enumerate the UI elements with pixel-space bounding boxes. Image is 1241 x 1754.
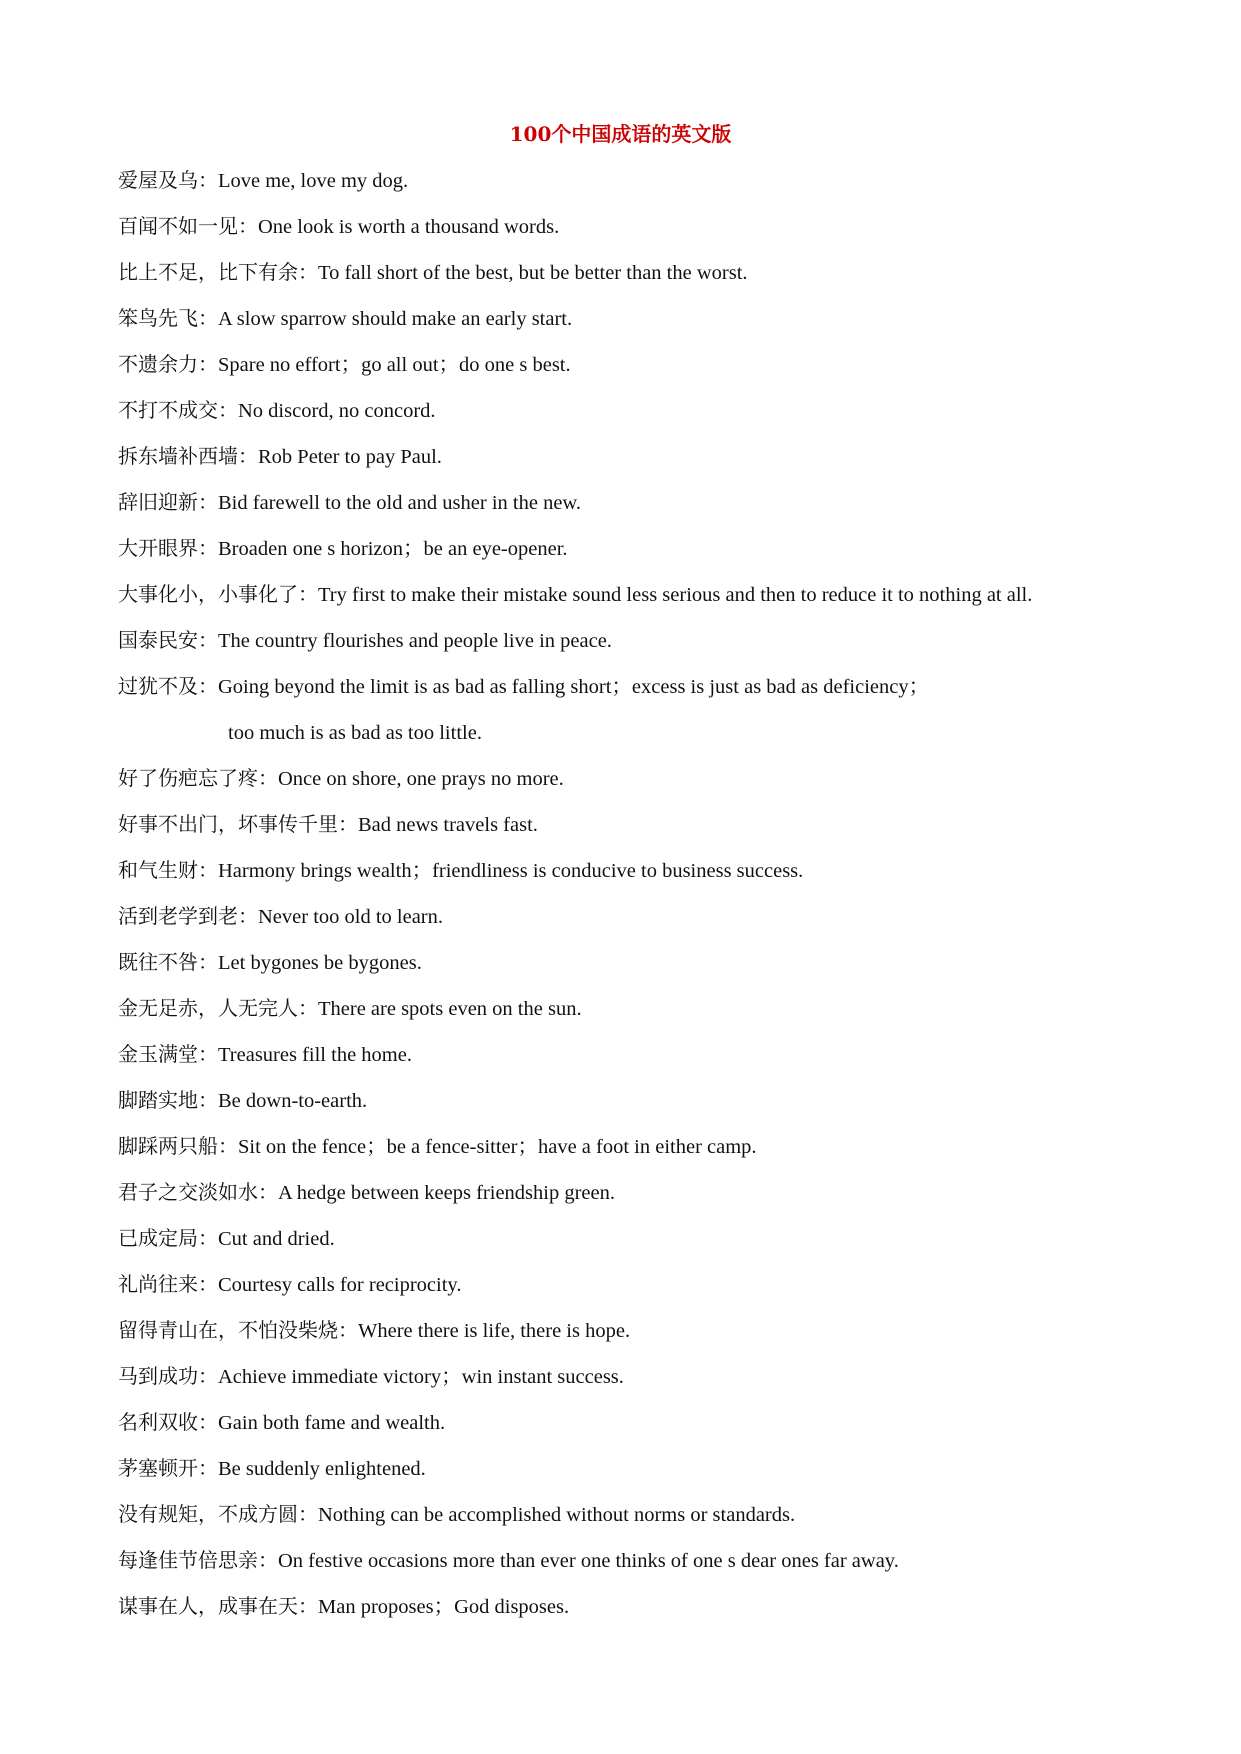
idiom-entry [118, 1592, 1218, 1638]
idiom-chinese: 活到老学到老： [118, 904, 258, 928]
idiom-entry [118, 580, 1218, 626]
idiom-translation: Broaden one s horizon；be an eye-opener. [218, 538, 568, 560]
idiom-translation: Man proposes；God disposes. [318, 1596, 570, 1618]
idiom-entry [118, 534, 1218, 580]
idiom-translation: Once on shore, one prays no more. [278, 768, 564, 790]
idiom-entry [118, 672, 1218, 764]
idiom-chinese: 谋事在人，成事在天： [118, 1594, 318, 1618]
idiom-entry [118, 350, 1218, 396]
idiom-chinese: 没有规矩，不成方圆： [118, 1502, 318, 1526]
idiom-chinese: 比上不足，比下有余： [118, 260, 318, 284]
idiom-translation: The country flourishes and people live in peace. [218, 630, 612, 652]
idiom-chinese: 百闻不如一见： [118, 214, 258, 238]
idiom-entry [118, 810, 1218, 856]
idiom-translation: Courtesy calls for reciprocity. [218, 1274, 462, 1296]
idiom-entry [118, 902, 1218, 948]
idiom-entry [118, 396, 1218, 442]
idiom-entry [118, 1454, 1218, 1500]
idiom-entry [118, 1040, 1218, 1086]
idiom-chinese: 爱屋及乌： [118, 168, 218, 192]
idiom-translation: There are spots even on the sun. [318, 998, 582, 1020]
idiom-chinese: 礼尚往来： [118, 1272, 218, 1296]
idiom-entry [118, 1270, 1218, 1316]
idiom-entry [118, 1224, 1218, 1270]
idiom-entry [118, 258, 1218, 304]
idiom-entry [118, 626, 1218, 672]
idiom-chinese: 既往不咎： [118, 950, 218, 974]
idiom-entry [118, 442, 1218, 488]
idiom-chinese: 已成定局： [118, 1226, 218, 1250]
idiom-chinese: 拆东墙补西墙： [118, 444, 258, 468]
idiom-chinese: 留得青山在，不怕没柴烧： [118, 1318, 358, 1342]
idiom-translation: Let bygones be bygones. [218, 952, 422, 974]
idiom-chinese: 马到成功： [118, 1364, 218, 1388]
idiom-translation: Harmony brings wealth；friendliness is conducive to business success. [218, 860, 804, 882]
idiom-chinese: 不遗余力： [118, 352, 218, 376]
idiom-translation: To fall short of the best, but be better than the worst. [318, 262, 748, 284]
idiom-list [118, 166, 1218, 1638]
idiom-translation: Rob Peter to pay Paul. [258, 446, 442, 468]
idiom-translation: Going beyond the limit is as bad as falling short；excess is just as bad as deficiency； [218, 676, 930, 698]
idiom-translation: A slow sparrow should make an early start. [218, 308, 573, 330]
idiom-entry [118, 1546, 1218, 1592]
idiom-translation: Cut and dried. [218, 1228, 335, 1250]
idiom-chinese: 过犹不及： [118, 674, 218, 698]
idiom-translation: Be suddenly enlightened. [218, 1458, 426, 1480]
idiom-entry [118, 1500, 1218, 1546]
idiom-chinese: 君子之交淡如水： [118, 1180, 278, 1204]
idiom-entry [118, 764, 1218, 810]
idiom-entry [118, 994, 1218, 1040]
idiom-entry [118, 1362, 1218, 1408]
idiom-chinese: 金玉满堂： [118, 1042, 218, 1066]
idiom-translation: On festive occasions more than ever one thinks of one s dear ones far away. [278, 1550, 899, 1572]
idiom-translation: Be down-to-earth. [218, 1090, 368, 1112]
idiom-translation: Bad news travels fast. [358, 814, 538, 836]
idiom-entry [118, 948, 1218, 994]
idiom-translation: Never too old to learn. [258, 906, 444, 928]
idiom-entry [118, 1132, 1218, 1178]
idiom-translation-continuation: too much is as bad as too little. [228, 722, 482, 744]
idiom-entry [118, 1408, 1218, 1454]
idiom-chinese: 好了伤疤忘了疼： [118, 766, 278, 790]
idiom-entry [118, 1316, 1218, 1362]
idiom-chinese: 不打不成交： [118, 398, 238, 422]
idiom-chinese: 脚踩两只船： [118, 1134, 238, 1158]
idiom-entry [118, 488, 1218, 534]
idiom-chinese: 辞旧迎新： [118, 490, 218, 514]
idiom-translation: Nothing can be accomplished without norms or standards. [318, 1504, 796, 1526]
idiom-chinese: 金无足赤，人无完人： [118, 996, 318, 1020]
idiom-translation: Gain both fame and wealth. [218, 1412, 446, 1434]
idiom-chinese: 好事不出门，坏事传千里： [118, 812, 358, 836]
idiom-chinese: 大开眼界： [118, 536, 218, 560]
idiom-entry [118, 166, 1218, 212]
idiom-translation: Bid farewell to the old and usher in the new. [218, 492, 582, 514]
idiom-entry [118, 856, 1218, 902]
idiom-entry [118, 1086, 1218, 1132]
idiom-chinese: 笨鸟先飞： [118, 306, 218, 330]
idiom-chinese: 和气生财： [118, 858, 218, 882]
idiom-translation: Spare no effort；go all out；do one s best. [218, 354, 571, 376]
idiom-entry [118, 304, 1218, 350]
idiom-translation: Sit on the fence；be a fence-sitter；have a foot in either camp. [238, 1136, 757, 1158]
idiom-chinese: 每逢佳节倍思亲： [118, 1548, 278, 1572]
idiom-chinese: 脚踏实地： [118, 1088, 218, 1112]
page-title: 100个中国成语的英文版 [509, 122, 732, 146]
idiom-translation: Achieve immediate victory；win instant success. [218, 1366, 624, 1388]
idiom-translation: Love me, love my dog. [218, 170, 409, 192]
idiom-entry [118, 1178, 1218, 1224]
idiom-chinese: 茅塞顿开： [118, 1456, 218, 1480]
idiom-translation: No discord, no concord. [238, 400, 436, 422]
idiom-translation: Try first to make their mistake sound less serious and then to reduce it to nothing at all. [318, 584, 1033, 606]
idiom-chinese: 国泰民安： [118, 628, 218, 652]
idiom-translation: Where there is life, there is hope. [358, 1320, 631, 1342]
idiom-entry [118, 212, 1218, 258]
idiom-translation: One look is worth a thousand words. [258, 216, 560, 238]
idiom-chinese: 名利双收： [118, 1410, 218, 1434]
idiom-translation: A hedge between keeps friendship green. [278, 1182, 615, 1204]
idiom-translation: Treasures fill the home. [218, 1044, 412, 1066]
idiom-chinese: 大事化小，小事化了： [118, 582, 318, 606]
